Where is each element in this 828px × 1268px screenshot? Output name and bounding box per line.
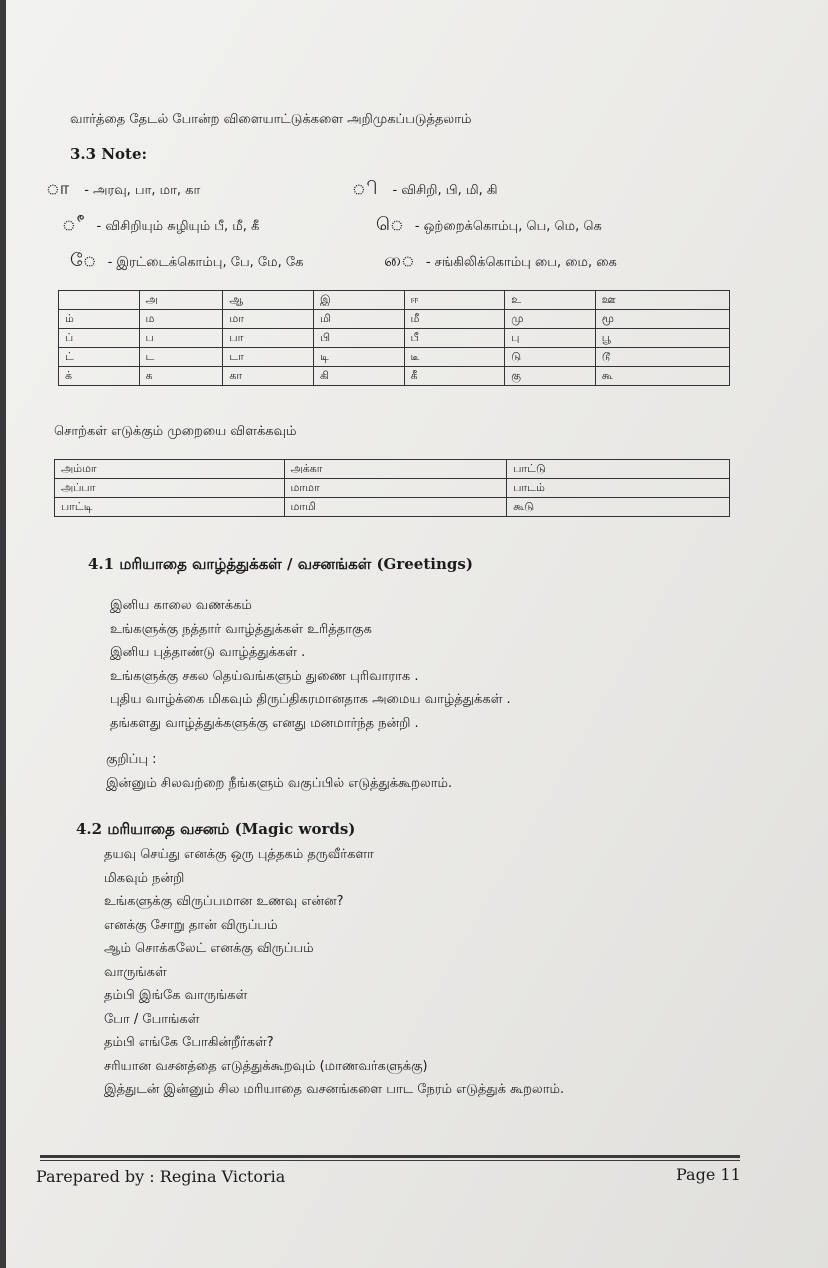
table-cell: மூ xyxy=(595,310,729,329)
vowel-sign-ii: ீ xyxy=(62,214,86,235)
word-table xyxy=(54,459,730,517)
table-cell xyxy=(59,291,140,310)
table-cell: மு xyxy=(505,310,596,329)
note-item-ee xyxy=(70,250,303,273)
table-cell: ஆ xyxy=(223,291,314,310)
table-cell: மி xyxy=(313,310,404,329)
magic-lines xyxy=(104,843,564,1102)
table-cell: உ xyxy=(505,291,596,310)
table-cell: கு xyxy=(505,367,596,386)
table-cell: மா xyxy=(223,310,314,329)
greeting-line: இனிய காலை வணக்கம் xyxy=(110,598,252,613)
note-item-ii xyxy=(62,214,259,237)
greetings-lines xyxy=(110,594,511,735)
letter-table xyxy=(58,290,730,386)
note-item-i xyxy=(352,178,498,201)
note-item-text: - விசிறி, பி, மி, கி xyxy=(392,183,498,198)
table-row xyxy=(59,310,730,329)
table-row xyxy=(59,348,730,367)
note-heading: 3.3 Note: xyxy=(70,145,148,163)
magic-line: தம்பி இங்கே வாருங்கள் xyxy=(104,988,248,1003)
table-cell: பீ xyxy=(404,329,505,348)
table-cell: இ xyxy=(313,291,404,310)
table-cell: ட் xyxy=(59,348,140,367)
table-cell: டூ xyxy=(595,348,729,367)
greetings-note-text: இன்னும் சிலவற்றை நீங்களும் வகுப்பில் எடுத்துக்கூறலாம். xyxy=(106,776,453,791)
note-item-text: - ஒற்றைக்கொம்பு, பெ, மெ, கெ xyxy=(414,219,602,234)
greeting-line: உங்களுக்கு நத்தார் வாழ்த்துக்கள் உரித்தாகுக xyxy=(110,621,372,637)
table-cell: ப xyxy=(139,329,223,348)
table-cell: கீ xyxy=(404,367,505,386)
magic-line: எனக்கு சோறு தான் விருப்பம் xyxy=(104,917,278,933)
table-cell: ம xyxy=(139,310,223,329)
vowel-sign-ee: ே xyxy=(70,250,97,271)
note-item-text: - சங்கிலிக்கொம்பு பை, மை, கை xyxy=(425,255,617,270)
magic-line: சரியான வசனத்தை எடுத்துக்கூறவும் (மாணவர்களுக்கு) xyxy=(104,1058,428,1074)
table-cell: கா xyxy=(223,367,314,386)
note-item-aa xyxy=(46,178,200,201)
table-cell: கி xyxy=(313,367,404,386)
footer-page-number: Page 11 xyxy=(676,1165,741,1184)
greetings-note-label: குறிப்பு : xyxy=(106,752,157,767)
table-cell: அப்பா xyxy=(55,479,285,498)
vowel-sign-i: ி xyxy=(352,178,378,199)
greeting-line: தங்களது வாழ்த்துக்களுக்கு எனது மனமார்ந்த நன்றி . xyxy=(110,715,419,731)
table-cell: அ xyxy=(139,291,223,310)
table-cell: டீ xyxy=(404,348,505,367)
table-cell: பூ xyxy=(595,329,729,348)
vowel-sign-aa: ா xyxy=(46,178,70,199)
table-cell: மாமா xyxy=(284,479,507,498)
magic-line: உங்களுக்கு விருப்பமான உணவு என்ன? xyxy=(104,894,344,909)
table-cell: ப் xyxy=(59,329,140,348)
magic-line: இத்துடன் இன்னும் சில மரியாதை வசனங்களை பாட நேரம் எடுத்துக் கூறலாம். xyxy=(104,1082,565,1097)
table-row xyxy=(55,498,730,517)
table-row xyxy=(55,479,730,498)
table-cell: ட xyxy=(139,348,223,367)
table-cell: கூ xyxy=(595,367,729,386)
magic-heading: 4.2 மரியாதை வசனம் (Magic words) xyxy=(76,820,356,838)
magic-line: போ / போங்கள் xyxy=(104,1011,200,1027)
table-cell: பாட்டி xyxy=(55,498,285,517)
table-cell: பா xyxy=(223,329,314,348)
table-cell: ம் xyxy=(59,310,140,329)
magic-line: ஆம் சொக்கலேட் எனக்கு விருப்பம் xyxy=(104,941,314,956)
table-cell: பு xyxy=(505,329,596,348)
greeting-line: உங்களுக்கு சகல தெய்வங்களும் துணை புரிவாராக . xyxy=(110,668,419,684)
intro-line: வார்த்தை தேடல் போன்ற விளையாட்டுக்களை அறிமுகப்படுத்தலாம் xyxy=(70,112,472,127)
table-row xyxy=(59,367,730,386)
magic-line: மிகவும் நன்றி xyxy=(104,870,185,886)
note-item-text: - இரட்டைக்கொம்பு, பே, மே, கே xyxy=(107,255,304,270)
magic-line: வாருங்கள் xyxy=(104,964,167,980)
table-cell: அம்மா xyxy=(55,460,285,479)
table-cell: க xyxy=(139,367,223,386)
greeting-line: புதிய வாழ்க்கை மிகவும் திருப்திகரமானதாக அமைய வாழ்த்துக்கள் . xyxy=(110,692,511,707)
table-cell: அக்கா xyxy=(284,460,507,479)
table-cell: டி xyxy=(313,348,404,367)
table-cell: பாடம் xyxy=(507,479,730,498)
table-cell: பாட்டு xyxy=(507,460,730,479)
table-cell: டு xyxy=(505,348,596,367)
vowel-sign-ai: ை xyxy=(384,250,415,271)
greetings-heading: 4.1 மரியாதை வாழ்த்துக்கள் / வசனங்கள் (Greetings) xyxy=(88,555,473,573)
footer-author: Parepared by : Regina Victoria xyxy=(36,1167,286,1186)
table-cell: ஊ xyxy=(595,291,729,310)
note-item-text: - அரவு, பா, மா, கா xyxy=(84,183,201,198)
table-cell: பி xyxy=(313,329,404,348)
table-cell: கூடு xyxy=(507,498,730,517)
table-cell: ஈ xyxy=(404,291,505,310)
table-cell: டா xyxy=(223,348,314,367)
document-page xyxy=(6,0,828,1268)
words-heading: சொற்கள் எடுக்கும் முறையை விளக்கவும் xyxy=(54,424,297,439)
vowel-sign-e: ெ xyxy=(376,214,404,235)
footer-rule xyxy=(40,1155,740,1158)
table-cell: மீ xyxy=(404,310,505,329)
table-row xyxy=(55,460,730,479)
note-item-ai xyxy=(384,250,617,273)
note-item-text: - விசிறியும் சுழியும் பீ, மீ, கீ xyxy=(96,219,260,234)
greeting-line: இனிய புத்தாண்டு வாழ்த்துக்கள் . xyxy=(110,645,306,660)
note-item-e xyxy=(376,214,602,237)
magic-line: தம்பி எங்கே போகின்றீர்கள்? xyxy=(104,1035,274,1050)
table-cell: க் xyxy=(59,367,140,386)
footer-rule xyxy=(40,1160,740,1161)
table-cell: மாமி xyxy=(284,498,507,517)
table-row xyxy=(59,329,730,348)
table-header-row xyxy=(59,291,730,310)
magic-line: தயவு செய்து எனக்கு ஒரு புத்தகம் தருவீர்களா xyxy=(104,847,374,862)
